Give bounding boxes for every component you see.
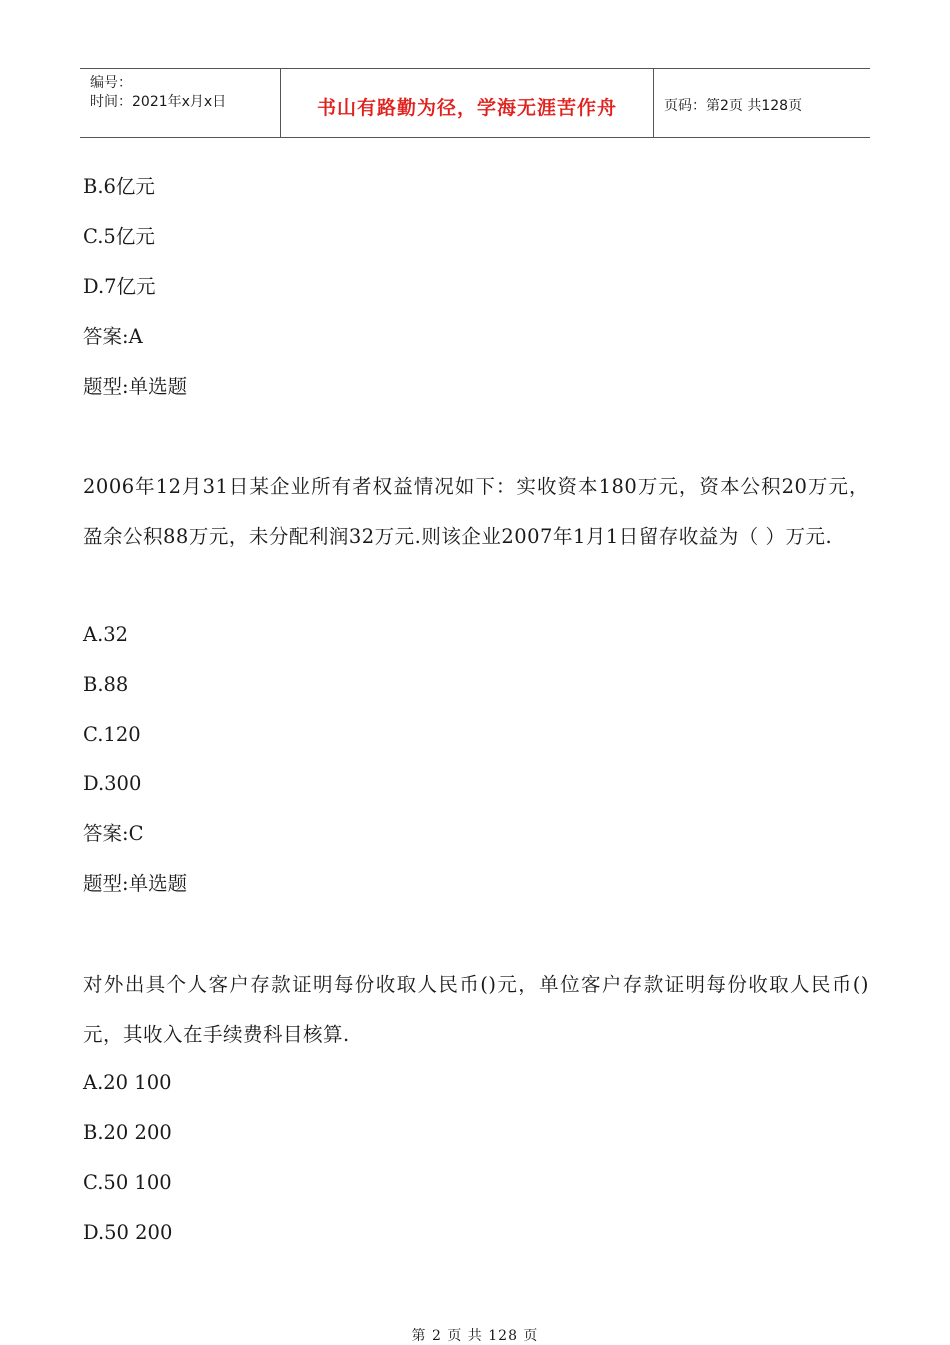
option-d: D.300 <box>83 772 142 795</box>
question-stem: 2006年12月31日某企业所有者权益情况如下：实收资本180万元，资本公积20万元，盈余公积88万元，未分配利润32万元.则该企业2007年1月1日留存收益为（ ）万元. <box>83 475 869 548</box>
option-c: C.5亿元 <box>83 225 155 248</box>
answer: 答案:C <box>83 822 144 845</box>
option-b: B.20 200 <box>83 1121 172 1144</box>
option-b: B.88 <box>83 673 129 696</box>
time-label: 时间：2021年x月x日 <box>90 94 227 110</box>
answer: 答案:A <box>83 325 143 348</box>
option-c: C.50 100 <box>83 1171 172 1194</box>
option-d: D.7亿元 <box>83 275 156 298</box>
serial-label: 编号： <box>90 75 132 91</box>
question-type: 题型:单选题 <box>83 872 188 895</box>
page-footer: 第 2 页 共 128 页 <box>411 1328 539 1344</box>
option-c: C.120 <box>83 723 141 746</box>
header-meta-cell <box>80 69 281 137</box>
option-d: D.50 200 <box>83 1221 173 1244</box>
motto: 书山有路勤为径，学海无涯苦作舟 <box>316 97 617 119</box>
header-page-cell <box>654 69 870 137</box>
question-type: 题型:单选题 <box>83 375 188 398</box>
option-a: A.20 100 <box>83 1071 172 1094</box>
option-b: B.6亿元 <box>83 175 155 198</box>
option-a: A.32 <box>83 623 129 646</box>
page-header <box>80 68 870 138</box>
question-stem: 对外出具个人客户存款证明每份收取人民币()元，单位客户存款证明每份收取人民币()元，其收入在手续费科目核算. <box>83 973 869 1046</box>
header-motto-cell <box>281 69 654 137</box>
page-code: 页码：第2页 共128页 <box>664 98 803 114</box>
